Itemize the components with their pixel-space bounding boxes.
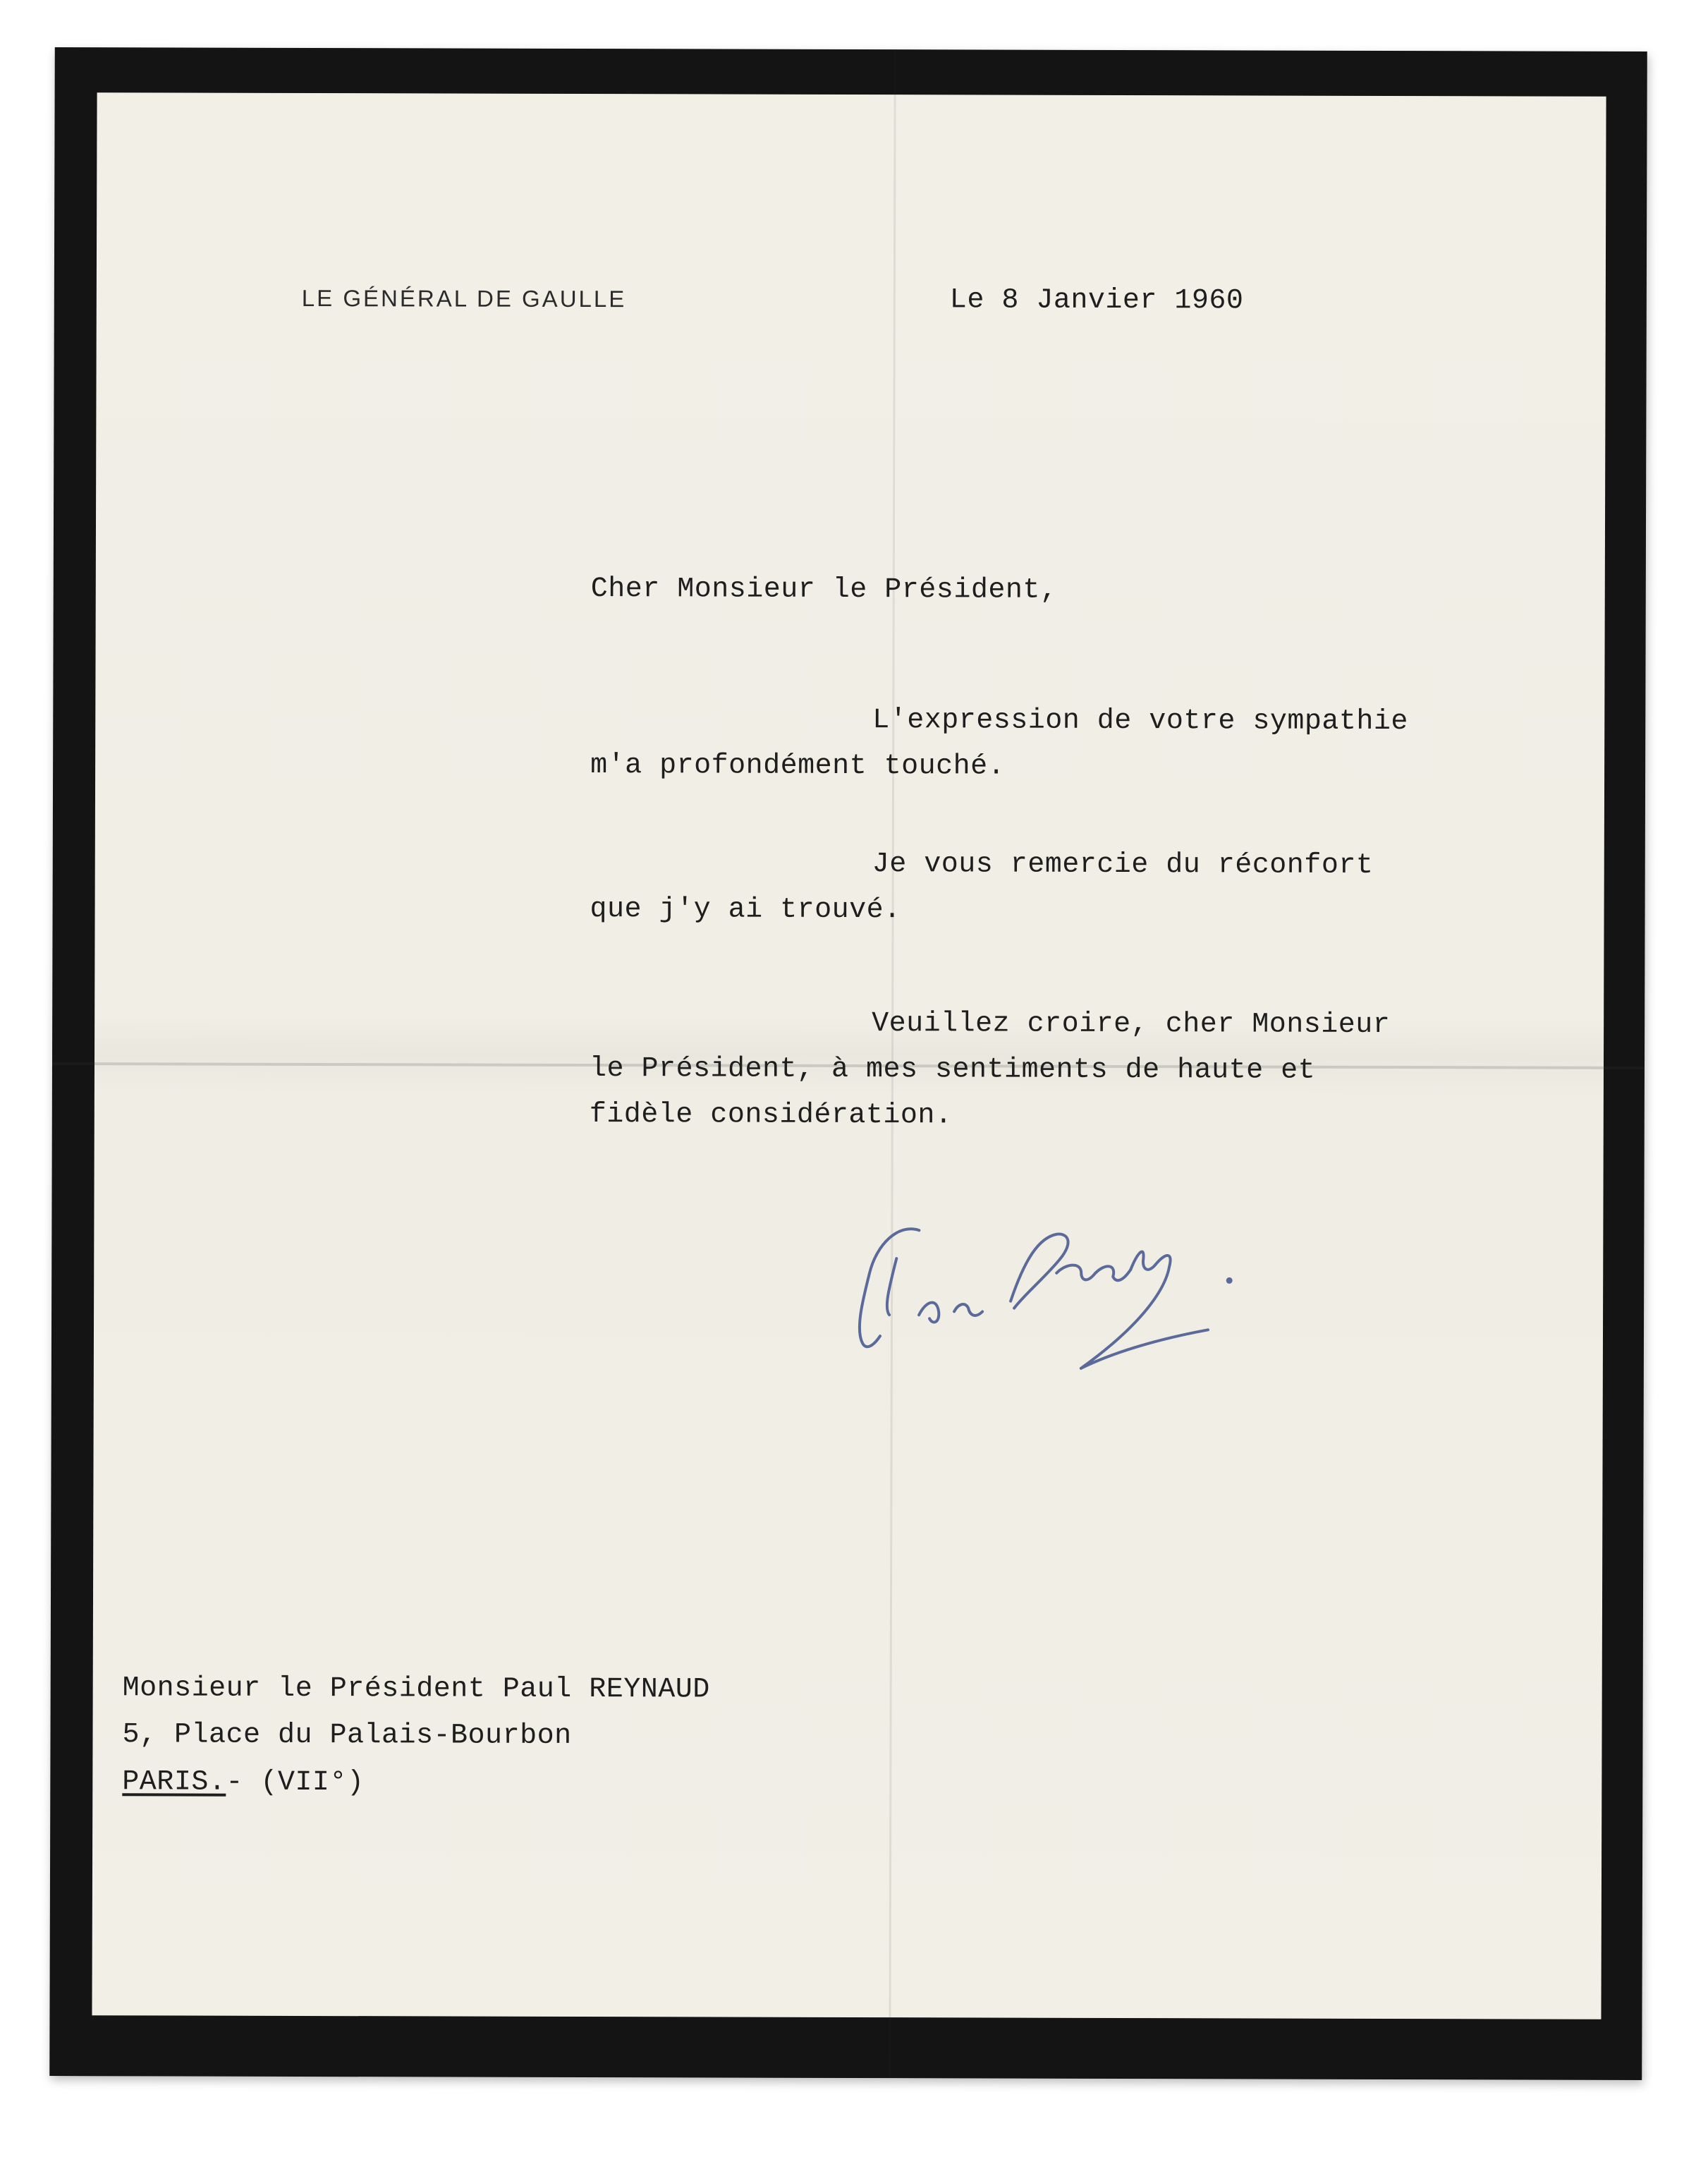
paragraph-3-line-1: Veuillez croire, cher Monsieur bbox=[872, 1008, 1391, 1042]
paragraph-1-line-2: m'a profondément touché. bbox=[590, 750, 1006, 783]
recipient-district: - (VII°) bbox=[226, 1766, 365, 1799]
salutation: Cher Monsieur le Président, bbox=[590, 573, 1058, 607]
recipient-street-line: 5, Place du Palais-Bourbon bbox=[122, 1719, 572, 1752]
recipient-city: PARIS. bbox=[122, 1766, 226, 1799]
paragraph-2-line-2: que j'y ai trouvé. bbox=[590, 894, 901, 927]
letter-sheet bbox=[49, 47, 1647, 2080]
letter-paper bbox=[92, 92, 1606, 2019]
paragraph-3-line-3: fidèle considération. bbox=[589, 1099, 953, 1132]
paragraph-2-line-1: Je vous remercie du réconfort bbox=[872, 849, 1374, 882]
recipient-city-line bbox=[122, 1766, 364, 1799]
paragraph-3-line-2: le Président, à mes sentiments de haute et bbox=[589, 1053, 1316, 1087]
letterhead: LE GÉNÉRAL DE GAULLE bbox=[301, 284, 627, 312]
letter-date: Le 8 Janvier 1960 bbox=[949, 284, 1244, 317]
paragraph-1-line-1: L'expression de votre sympathie bbox=[872, 705, 1408, 739]
recipient-name-line: Monsieur le Président Paul REYNAUD bbox=[122, 1672, 710, 1706]
handwritten-signature bbox=[813, 1181, 1251, 1380]
